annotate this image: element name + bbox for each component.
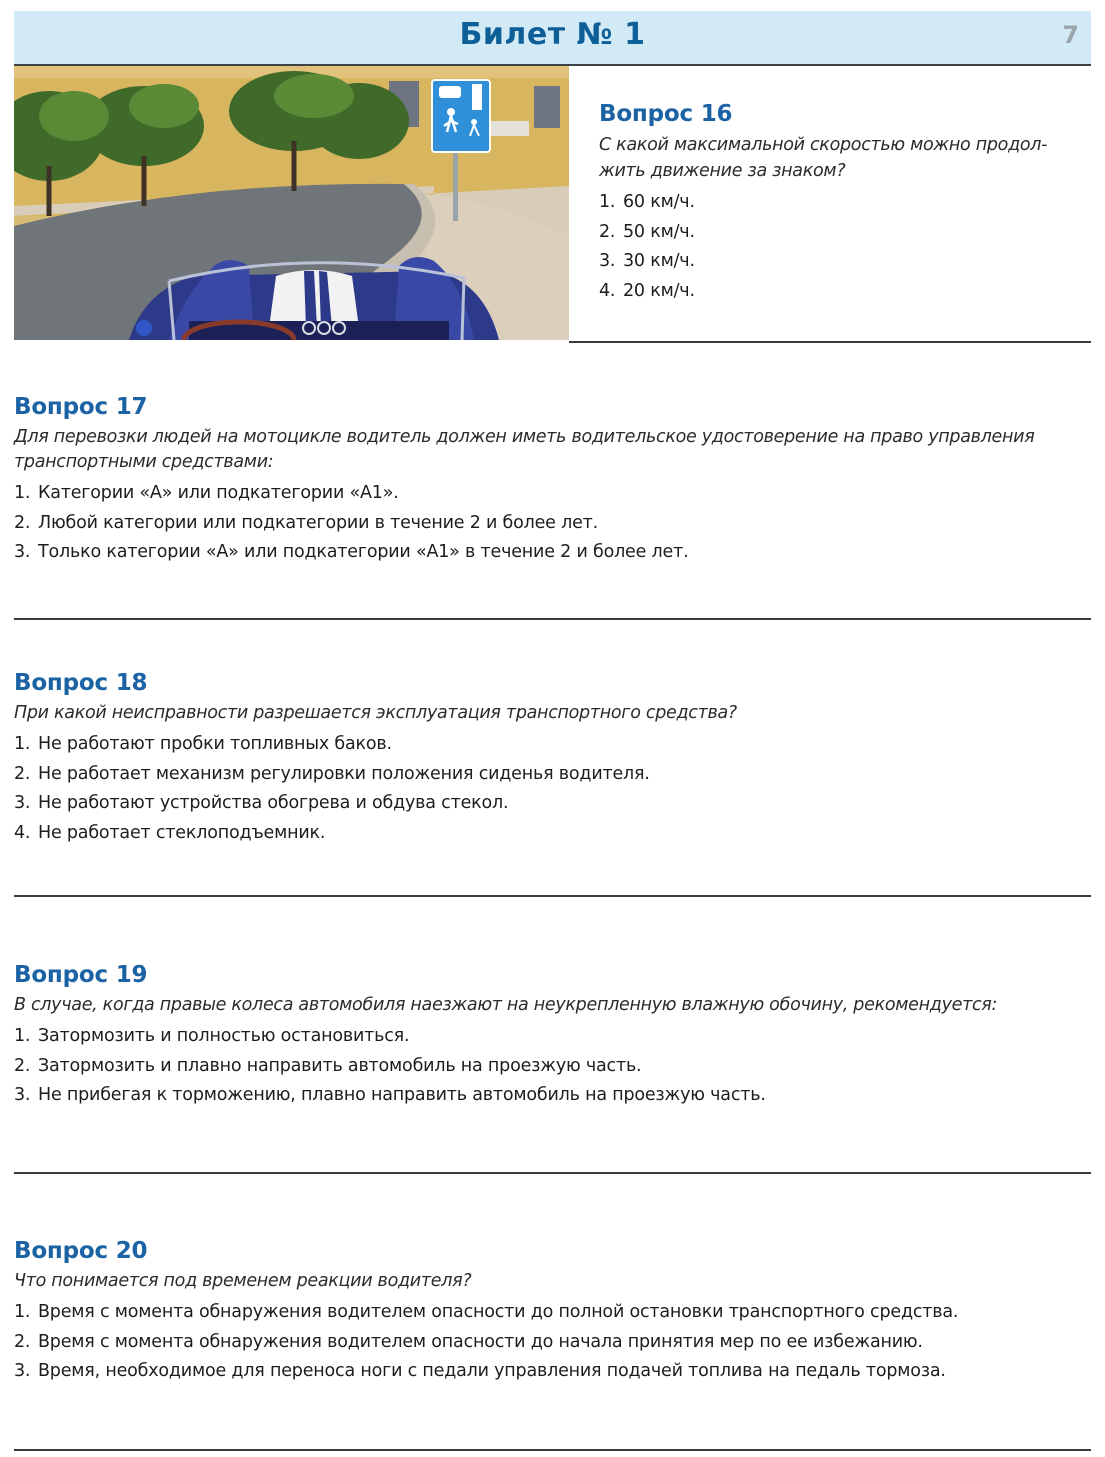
question-17-answers — [14, 479, 1091, 568]
page-number: 7 — [1062, 21, 1079, 49]
question-16 — [599, 100, 1069, 306]
question-20 — [14, 1237, 1091, 1387]
question-16-title: Вопрос 16 — [599, 101, 733, 127]
divider — [569, 341, 1091, 343]
answer-option[interactable]: 3. Не прибегая к торможению, плавно направить автомобиль на проезжую часть. — [14, 1085, 766, 1105]
question-17-title: Вопрос 17 — [14, 394, 148, 420]
question-18-title: Вопрос 18 — [14, 670, 148, 696]
answer-option[interactable]: 2. Затормозить и плавно направить автомобиль на проезжую часть. — [14, 1055, 642, 1076]
question-19-answers — [14, 1022, 1091, 1111]
answer-option[interactable]: 4. 20 км/ч. — [599, 280, 695, 301]
question-16-answers — [599, 188, 1069, 306]
question-19-title: Вопрос 19 — [14, 962, 148, 988]
answer-option[interactable]: 4. Не работает стеклоподъемник. — [14, 822, 326, 843]
answer-option[interactable]: 2. 50 км/ч. — [599, 221, 695, 242]
answer-option[interactable]: 2. Любой категории или подкатегории в течение 2 и более лет. — [14, 512, 599, 533]
question-16-illustration — [14, 66, 569, 340]
answer-option[interactable]: 1. Не работают пробки топливных баков. — [14, 734, 392, 754]
question-20-title: Вопрос 20 — [14, 1238, 148, 1264]
answer-option[interactable]: 1. Затормозить и полностью остановиться. — [14, 1026, 410, 1046]
answer-option[interactable]: 1. Категории «А» или подкатегории «А1». — [14, 483, 399, 503]
answer-option[interactable]: 3. Время, необходимое для переноса ноги с педали управления подачей топлива на педаль тормоза. — [14, 1361, 946, 1381]
question-18 — [14, 669, 1091, 848]
divider — [14, 895, 1091, 897]
question-18-text: При какой неисправности разрешается эксплуатация транспортного средства? — [14, 703, 737, 723]
question-17-text: Для перевозки людей на мотоцикле водитель должен иметь водительское удостоверение на право управления транспортными средствами: — [14, 427, 1035, 472]
ticket-title: Билет № 1 — [459, 17, 646, 52]
ticket-header — [14, 11, 1091, 66]
road-scene-image — [14, 66, 569, 340]
question-17 — [14, 393, 1091, 568]
question-20-text: Что понимается под временем реакции водителя? — [14, 1271, 472, 1291]
answer-option[interactable]: 1. 60 км/ч. — [599, 192, 695, 212]
answer-option[interactable]: 3. 30 км/ч. — [599, 251, 695, 271]
divider — [14, 1449, 1091, 1451]
divider — [14, 618, 1091, 620]
question-20-answers — [14, 1298, 1091, 1387]
answer-option[interactable]: 2. Не работает механизм регулировки положения сиденья водителя. — [14, 763, 650, 784]
answer-option[interactable]: 1. Время с момента обнаружения водителем опасности до полной остановки транспортного средства. — [14, 1302, 959, 1322]
divider — [14, 1172, 1091, 1174]
question-16-text: С какой максимальной скоростью можно продол-жить движение за знаком? — [599, 135, 1048, 181]
answer-option[interactable]: 3. Только категории «А» или подкатегории «А1» в течение 2 и более лет. — [14, 542, 689, 562]
answer-option[interactable]: 2. Время с момента обнаружения водителем опасности до начала принятия мер по ее избежанию. — [14, 1331, 923, 1352]
question-19 — [14, 961, 1091, 1111]
question-18-answers — [14, 730, 1091, 848]
question-19-text: В случае, когда правые колеса автомобиля наезжают на неукрепленную влажную обочину, рекомендуется: — [14, 995, 998, 1015]
answer-option[interactable]: 3. Не работают устройства обогрева и обдува стекол. — [14, 793, 509, 813]
